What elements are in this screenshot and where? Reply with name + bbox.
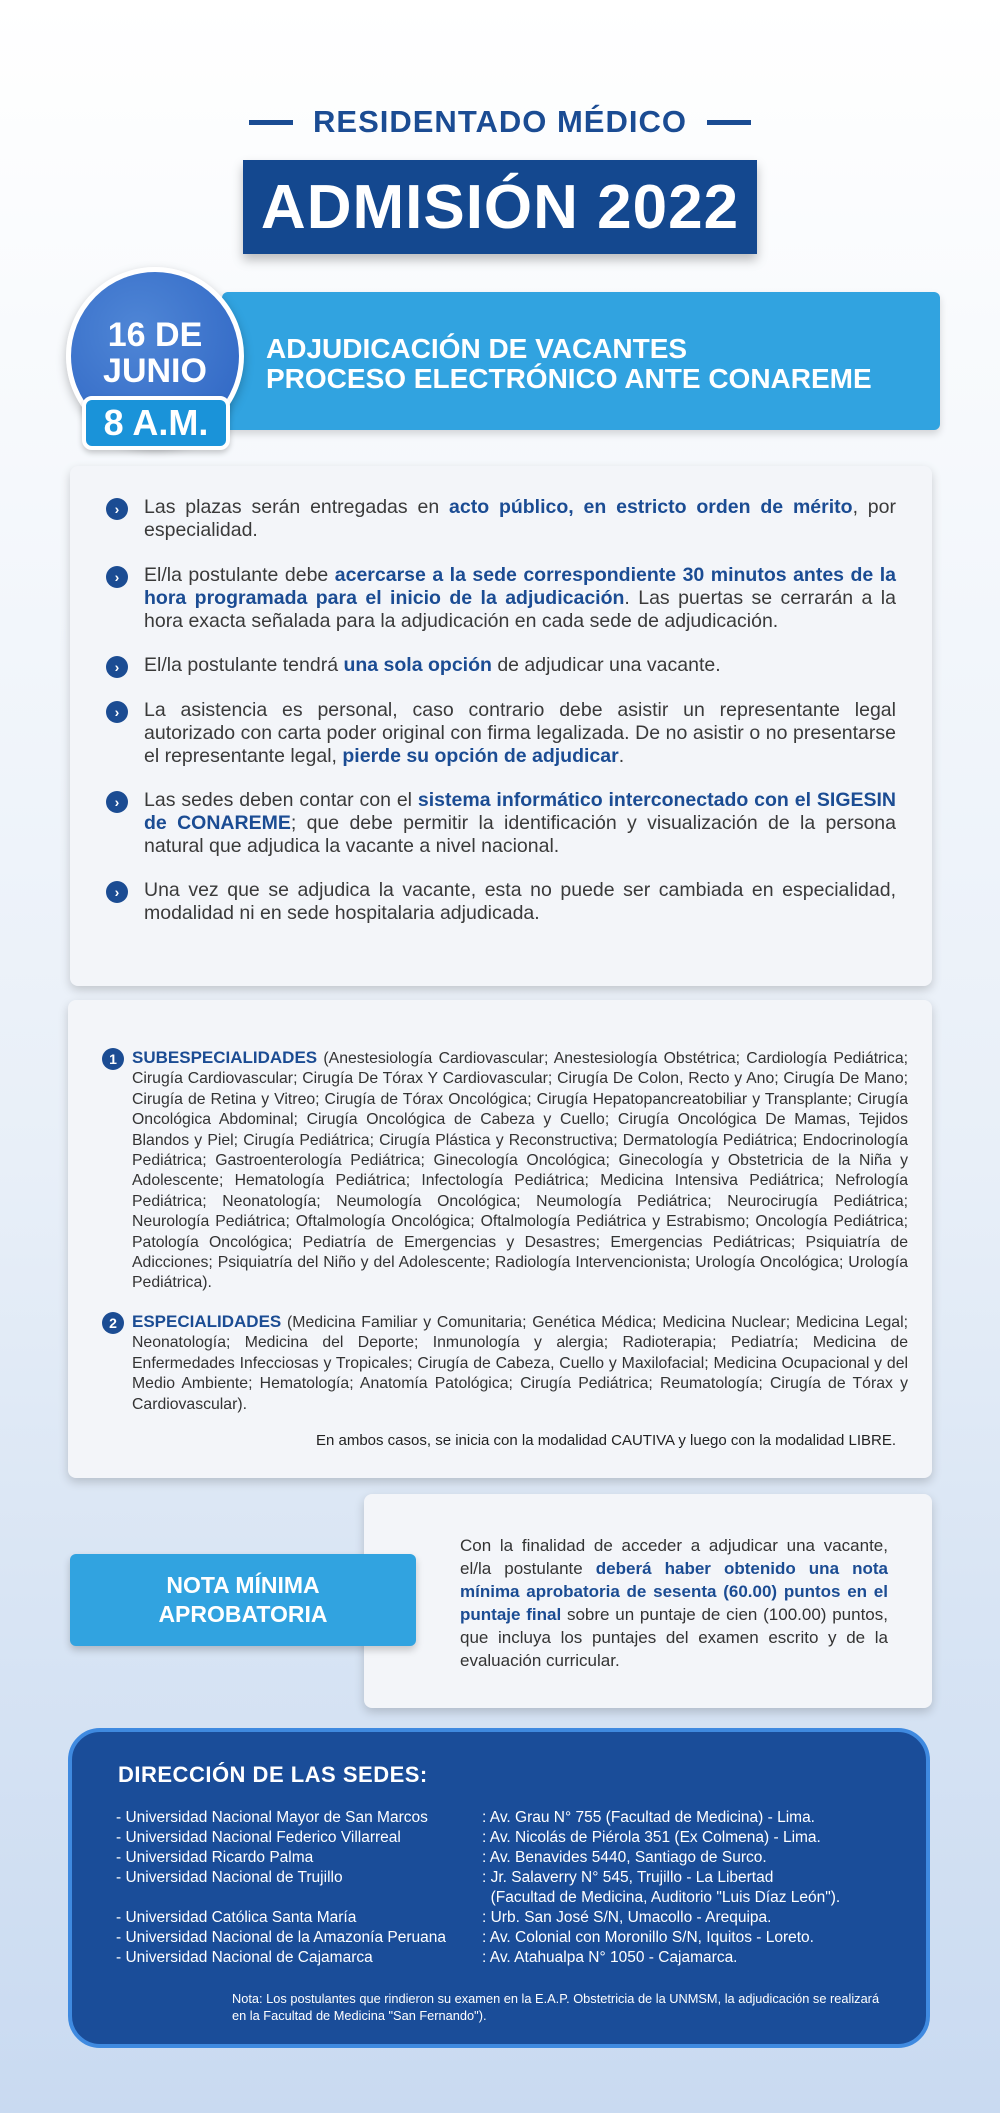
rule-item [106, 496, 896, 542]
sede-address: : Av. Benavides 5440, Santiago de Surco. [482, 1849, 767, 1866]
rule-text: Las plazas serán entregadas en acto público, en estricto orden de mérito, por especialidad. [144, 496, 896, 541]
nota-card [364, 1494, 932, 1708]
kicker-text: RESIDENTADO MÉDICO [313, 104, 687, 139]
rule-item [106, 699, 896, 768]
sede-row [116, 1848, 840, 1868]
event-banner [222, 292, 940, 430]
sede-address: : Av. Grau N° 755 (Facultad de Medicina) - Lima. [482, 1809, 815, 1826]
event-title-line-2: PROCESO ELECTRÓNICO ANTE CONAREME [266, 363, 872, 394]
sede-university: - Universidad Nacional Federico Villarreal [116, 1829, 401, 1846]
nota-text: Con la finalidad de acceder a adjudicar una vacante, el/la postulante deberá haber obtenido una nota mínima aprobatoria de sesenta (60.00) puntos en el puntaje final sobre un puntaje de cien (100.00) puntos, que incluya los puntajes del examen escrito y de la evaluación curricular. [460, 1536, 888, 1670]
rule-text: El/la postulante debe acercarse a la sede correspondiente 30 minutos antes de la hora programada para el inicio de la adjudicación. Las puertas se cerrarán a la hora exacta señalada para la adjudicación en cada sede de adjudicación. [144, 564, 896, 632]
sede-university: - Universidad Nacional de la Amazonía Peruana [116, 1929, 446, 1946]
sedes-table [116, 1808, 840, 1968]
sedes-title: DIRECCIÓN DE LAS SEDES: [118, 1762, 428, 1787]
sedes-panel [68, 1728, 930, 2048]
rule-text: La asistencia es personal, caso contrario debe asistir un representante legal autorizado con carta poder original con firma legalizada. De no asistir o no presentarse el representante legal, pierde su opción de adjudicar. [144, 699, 896, 767]
sede-address: (Facultad de Medicina, Auditorio "Luis Díaz León"). [482, 1889, 841, 1906]
rule-item [106, 879, 896, 925]
chevron-right-icon: › [106, 656, 128, 678]
sede-address: : Av. Atahualpa N° 1050 - Cajamarca. [482, 1949, 738, 1966]
sede-row [116, 1808, 840, 1828]
sede-row [116, 1888, 840, 1908]
chevron-right-icon: › [106, 566, 128, 588]
time-badge: 8 A.M. [82, 396, 230, 450]
sede-address: : Urb. San José S/N, Umacollo - Arequipa. [482, 1909, 772, 1926]
rule-item [106, 564, 896, 633]
event-title [266, 334, 872, 394]
sede-row [116, 1868, 840, 1888]
nota-label-line-1: NOTA MÍNIMA [166, 1572, 320, 1598]
rule-text: Las sedes deben contar con el sistema informático interconectado con el SIGESIN de CONAREME; que debe permitir la identificación y visualización de la persona natural que adjudica la vacante a nivel nacional. [144, 789, 897, 857]
rule-text: Una vez que se adjudica la vacante, esta no puede ser cambiada en especialidad, modalidad ni en sede hospitalaria adjudicada. [144, 879, 896, 924]
specialty-text: ESPECIALIDADES (Medicina Familiar y Comunitaria; Genética Médica; Medicina Nuclear; Medicina Legal; Neonatología; Medicina del Deporte; Inmunología y alergia; Radioterapia; Pediatría; Medicina de Enfermedades Infecciosas y Tropicales; Cirugía de Cabeza, Cuello y Maxilofacial; Medicina Ocupacional y del Medio Ambiente; Hematología; Anatomía Patológica; Cirugía Pediátrica; Reumatología; Cirugía de Tórax y Cardiovascular). [132, 1312, 908, 1413]
specialty-block [102, 1312, 908, 1415]
sede-row [116, 1928, 840, 1948]
header [0, 104, 1000, 254]
date-day: 16 DE [107, 316, 203, 354]
sede-row [116, 1828, 840, 1848]
sede-university: - Universidad Nacional Mayor de San Marcos [116, 1809, 428, 1826]
kicker-line-left [249, 120, 293, 125]
sede-row [116, 1948, 840, 1968]
kicker-line-right [707, 120, 751, 125]
specialties-note: En ambos casos, se inicia con la modalidad CAUTIVA y luego con la modalidad LIBRE. [315, 1432, 896, 1449]
sede-university: - Universidad Nacional de Cajamarca [116, 1949, 373, 1966]
chevron-right-icon: › [106, 791, 128, 813]
kicker [0, 104, 1000, 140]
chevron-right-icon: › [106, 881, 128, 903]
sede-university: - Universidad Ricardo Palma [116, 1849, 314, 1866]
sede-row [116, 1908, 840, 1928]
chevron-right-icon: › [106, 701, 128, 723]
nota-label-line-2: APROBATORIA [158, 1601, 328, 1627]
sede-address: : Jr. Salaverry N° 545, Trujillo - La Libertad [482, 1869, 774, 1886]
sede-university: - Universidad Católica Santa María [116, 1909, 357, 1926]
event-title-line-1: ADJUDICACIÓN DE VACANTES [266, 333, 688, 364]
specialty-block [102, 1048, 908, 1294]
sede-university: - Universidad Nacional de Trujillo [116, 1869, 343, 1886]
sede-address: : Av. Colonial con Moronillo S/N, Iquitos - Loreto. [482, 1929, 814, 1946]
rule-text: El/la postulante tendrá una sola opción de adjudicar una vacante. [144, 654, 721, 676]
chevron-right-icon: › [106, 498, 128, 520]
number-badge: 1 [102, 1048, 124, 1070]
nota-label [70, 1554, 416, 1646]
rule-item [106, 789, 896, 858]
rules-card [70, 466, 932, 986]
page-title: ADMISIÓN 2022 [243, 160, 757, 254]
sede-address: : Av. Nicolás de Piérola 351 (Ex Colmena) - Lima. [482, 1829, 821, 1846]
date-month: JUNIO [103, 352, 207, 390]
rule-item [106, 654, 896, 677]
specialties-card [68, 1000, 932, 1478]
sede-university [116, 1888, 482, 1908]
specialty-text: SUBESPECIALIDADES (Anestesiología Cardiovascular; Anestesiología Obstétrica; Cardiología Pediátrica; Cirugía Cardiovascular; Cirugía De Tórax Y Cardiovascular; Cirugía De Colon, Recto y Ano; Cirugía De Mano; Cirugía de Retina y Vitreo; Cirugía de Tórax Oncológica; Cirugía Hepatopancreatobiliar y Transplante; Cirugía Oncológica Abdominal; Cirugía Oncológica de Cabeza y Cuello; Cirugía Oncológica De Mamas, Tejidos Blandos y Piel; Cirugía Pediátrica; Cirugía Plástica y Reconstructiva; Dermatología Pediátrica; Endocrinología Pediátrica; Gastroenterología Pediátrica; Ginecología Oncológica; Ginecología y Obstetricia de la Niña y Adolescente; Hematología Pediátrica; Infectología Pediátrica; Medicina Intensiva Pediátrica; Nefrología Pediátrica; Neonatología; Neumología Oncológica; Neumología Pediátrica; Neurocirugía Pediátrica; Neurología Pediátrica; Oftalmología Oncológica; Oftalmología Pediátrica y Estrabismo; Oncología Pediátrica; Patología Oncológica; Pediatría de Emergencias y Desastres; Emergencias Pediátricas; Psiquiatría de Adicciones; Psiquiatría del Niño y del Adolescente; Radiología Intervencionista; Urología Oncológica; Urología Pediátrica). [132, 1048, 908, 1292]
sedes-note: Nota: Los postulantes que rindieron su examen en la E.A.P. Obstetricia de la UNMSM, la adjudicación se realizará en la Facultad de Medicina "San Fernando"). [232, 1991, 880, 2023]
number-badge: 2 [102, 1312, 124, 1334]
